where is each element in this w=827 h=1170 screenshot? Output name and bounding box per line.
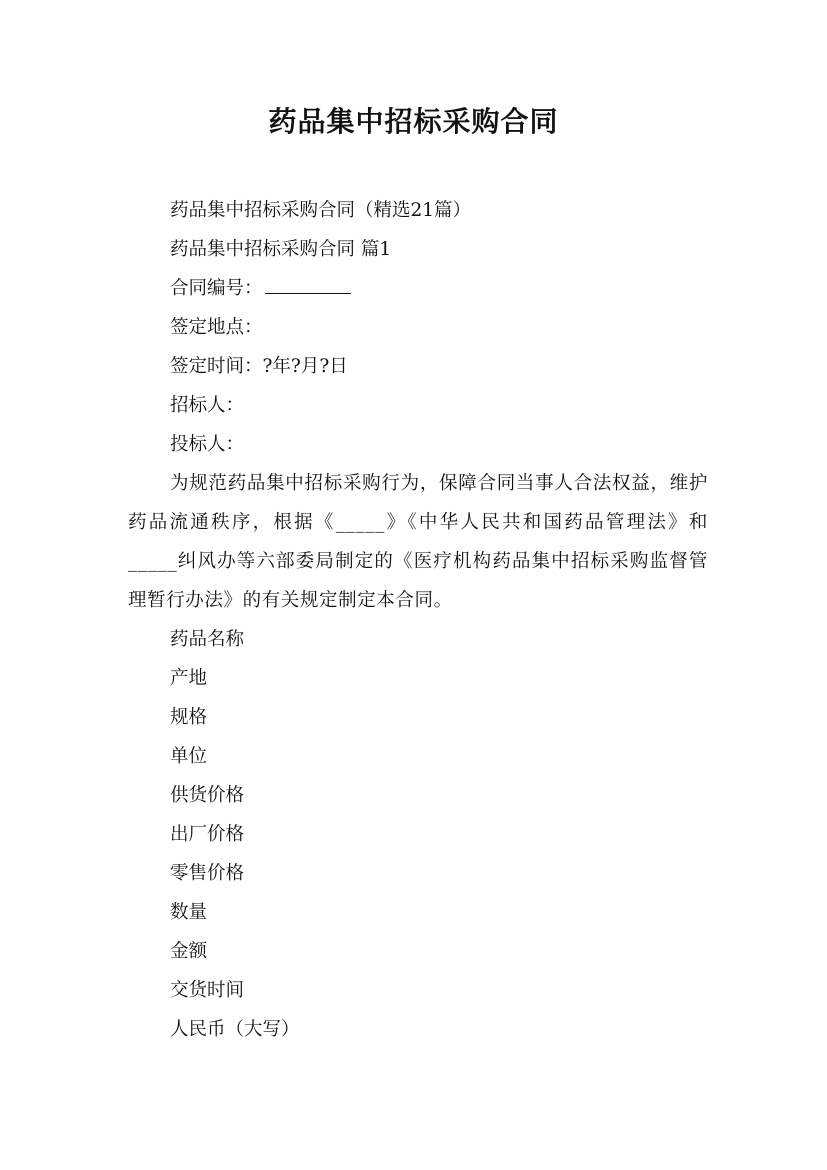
field-unit: 单位	[170, 746, 208, 767]
tenderer-label: 招标人：	[170, 395, 245, 416]
contract-number-line	[128, 269, 708, 308]
contract-number-label: 合同编号：	[170, 278, 263, 299]
document-body	[128, 191, 708, 1049]
signing-place: 签定地点：	[170, 317, 263, 338]
intro-paragraph: 为规范药品集中招标采购行为，保障合同当事人合法权益，维护药品流通秩序，根据《_____》《中华人民共和国药品管理法》和_____纠风办等六部委局制定的《医疗机构药品集中招标采购监督管理暂行办法》的有关规定制定本合同。	[128, 473, 708, 611]
field-delivery-time: 交货时间	[170, 980, 245, 1001]
field-rmb-uppercase: 人民币（大写）	[170, 1019, 300, 1040]
bidder-label: 投标人：	[170, 434, 245, 455]
field-supply-price: 供货价格	[170, 785, 245, 806]
contract-number-blank	[265, 275, 351, 294]
section-heading: 药品集中招标采购合同 篇1	[170, 239, 392, 260]
field-origin: 产地	[170, 668, 208, 689]
signing-time: 签定时间：?年?月?日	[170, 356, 348, 377]
field-drug-name: 药品名称	[170, 629, 245, 650]
document-subtitle: 药品集中招标采购合同（精选21篇）	[170, 200, 472, 221]
field-specification: 规格	[170, 707, 208, 728]
field-quantity: 数量	[170, 902, 208, 923]
document-title: 药品集中招标采购合同	[268, 105, 559, 138]
field-retail-price: 零售价格	[170, 863, 245, 884]
field-factory-price: 出厂价格	[170, 824, 245, 845]
field-amount: 金额	[170, 941, 208, 962]
